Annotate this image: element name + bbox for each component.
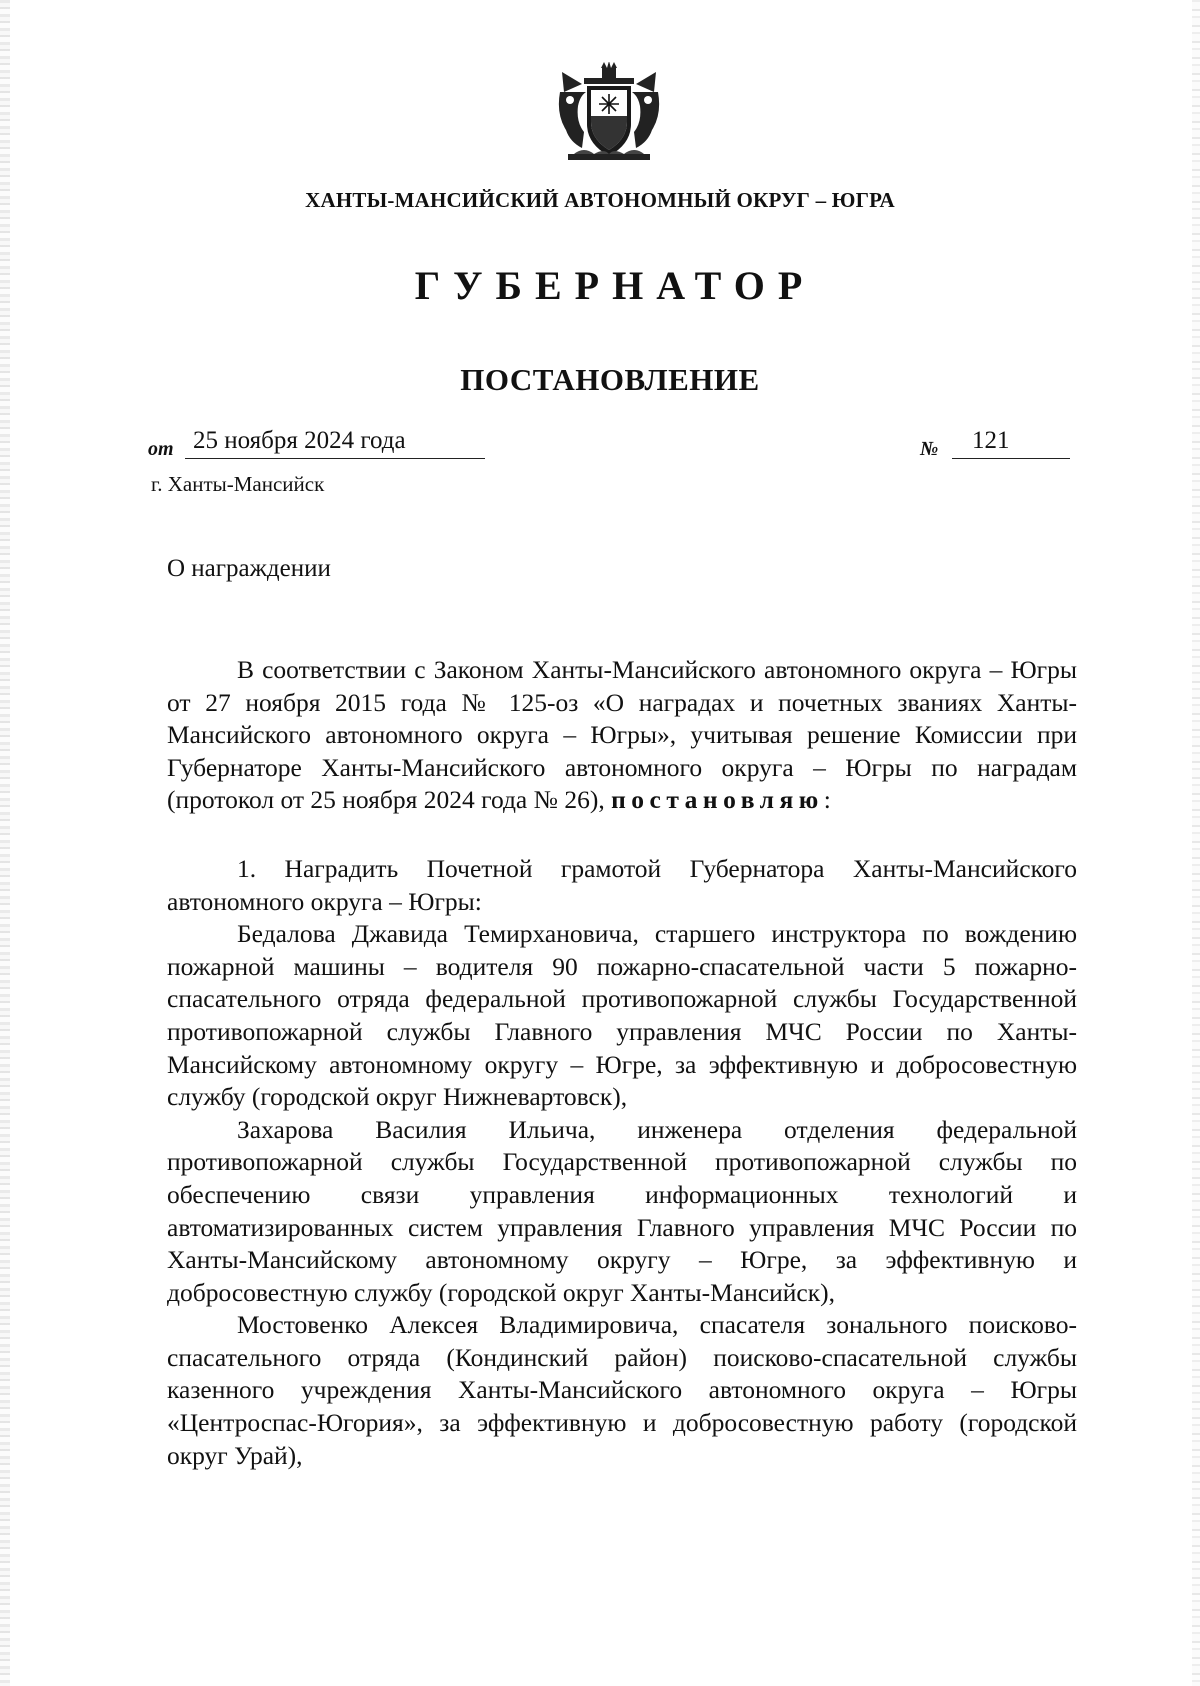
- number-value: 121: [972, 427, 1010, 454]
- number-label: №: [920, 438, 939, 460]
- preamble-paragraph: [167, 654, 1077, 817]
- paragraph-awardee-2: Захарова Василия Ильича, инженера отделения федеральной противопожарной службы Государственной противопожарной службы по обеспечению связи управления информационных технологий и автоматизированных систем управления Главного управления МЧС России по Ханты-Мансийскому автономному округу – Югре, за эффективную и добросовестную службу (городской округ Ханты-Мансийск),: [167, 1114, 1077, 1307]
- paragraph-awardee-1: Бедалова Джавида Темирхановича, старшего инструктора по вождению пожарной машины – водителя 90 пожарно-спасательной части 5 пожарно-спасательного отряда федеральной противопожарной службы Государственной противопожарной службы Главного управления МЧС России по Ханты-Мансийскому автономному округу – Югре, за эффективную и добросовестную службу (городской округ Нижневартовск),: [167, 919, 1077, 1112]
- number-field: [952, 424, 1070, 459]
- date-field: [185, 424, 485, 459]
- date-label: от: [148, 438, 174, 460]
- authority-title: ГУБЕРНАТОР: [414, 263, 816, 308]
- coat-of-arms-emblem: [554, 62, 664, 166]
- paragraph-awardee-3: Мостовенко Алексея Владимировича, спасателя зонального поисково-спасательного отряда (Кондинский район) поисково-спасательной службы казенного учреждения Ханты-Мансийского автономного округа – Югры «Центроспас-Югория», за эффективную и добросовестную работу (городской округ Урай),: [167, 1310, 1077, 1470]
- preamble-text: В соответствии с Законом Ханты-Мансийского автономного округа – Югры от 27 ноября 2015 года № 125-оз «О наградах и почетных званиях Ханты-Мансийского автономного округа – Югры», учитывая решение Комиссии при Губернаторе Ханты-Мансийского автономного округа – Югры по наградам (протокол от 25 ноября 2024 года № 26),: [167, 655, 1077, 815]
- resolve-colon: :: [823, 785, 831, 815]
- document-subject: О награждении: [167, 555, 331, 582]
- scan-edge-right: [1192, 0, 1200, 1686]
- document-body: [167, 654, 1077, 1472]
- document-type-title: ПОСТАНОВЛЕНИЕ: [460, 362, 760, 397]
- scan-edge-left: [0, 0, 10, 1686]
- paragraph-item-1: 1. Наградить Почетной грамотой Губернатора Ханты-Мансийского автономного округа – Югры:: [167, 853, 1077, 916]
- city: г. Ханты-Мансийск: [151, 472, 325, 496]
- resolve-word: постановляю: [611, 785, 824, 815]
- date-value: 25 ноября 2024 года: [193, 427, 406, 454]
- region-title: ХАНТЫ-МАНСИЙСКИЙ АВТОНОМНЫЙ ОКРУГ – ЮГРА: [305, 188, 895, 212]
